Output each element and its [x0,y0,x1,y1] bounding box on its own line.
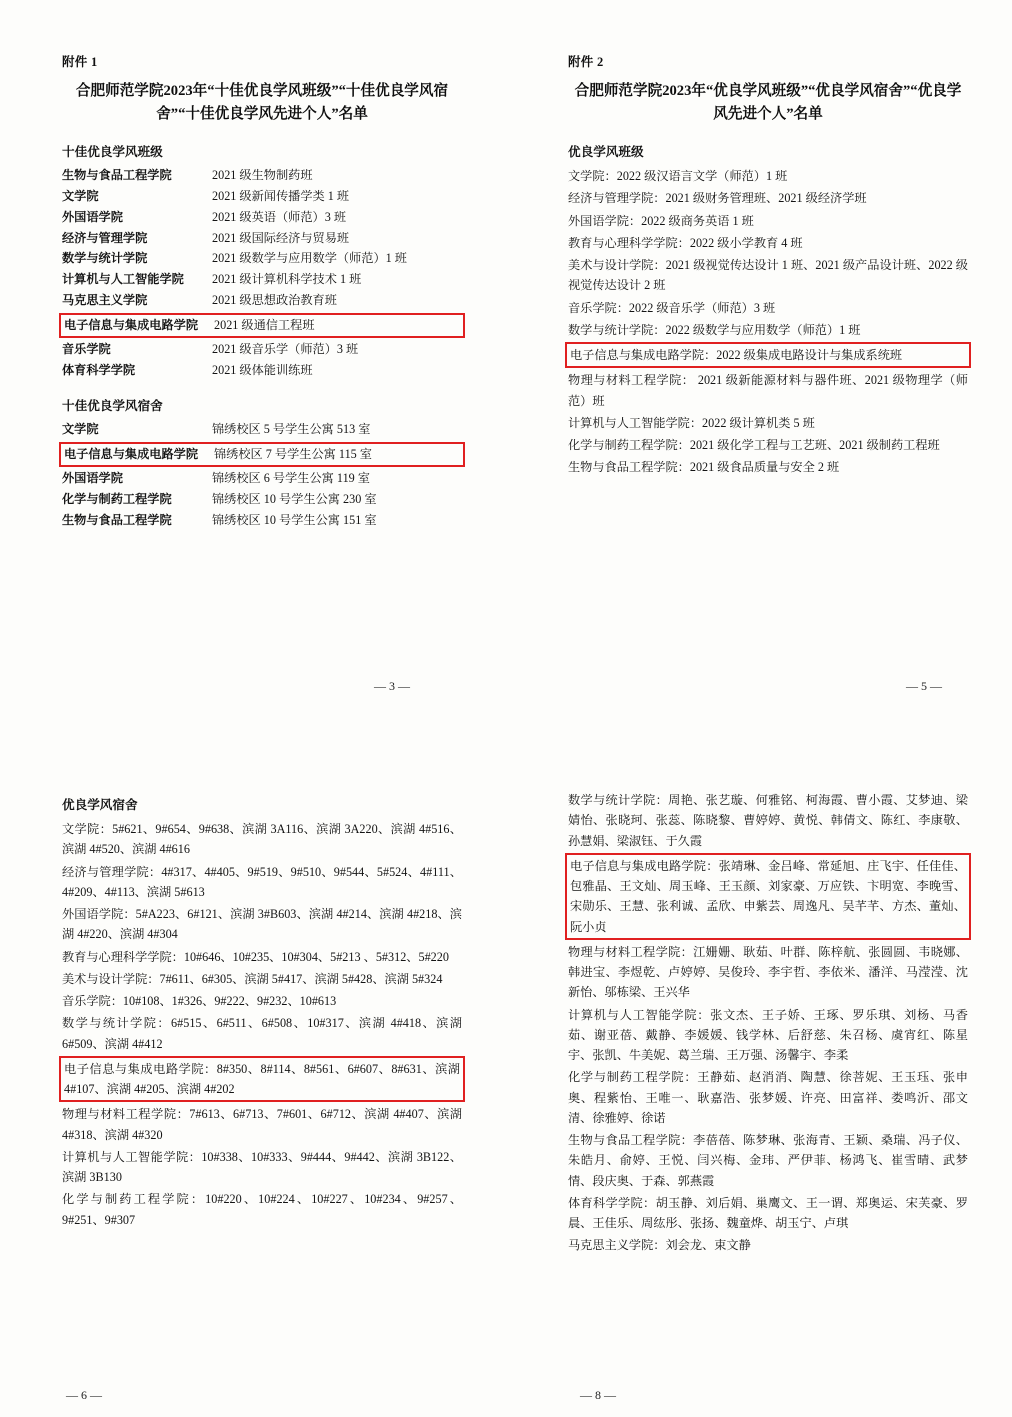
dept-name: 数学与统计学院 [62,251,148,266]
list-item: 生物与食品工程学院：李蓓蓓、陈梦琳、张海青、王颖、桑瑞、冯子仪、朱皓月、俞婷、王悦、闫兴梅、金玮、严伊菲、杨鸿飞、崔雪晴、武梦情、段庆奥、于森、郭燕霞 [568,1133,968,1188]
list-item: 计算机与人工智能学院：张文杰、王子娇、王琢、罗乐琪、刘杨、马香茹、谢亚蓓、戴静、李媛媛、钱学林、后舒慈、朱召杨、虞宵红、陈星宇、张凯、牛美妮、葛兰瑞、王万强、汤馨宇、李柔 [568,1007,968,1062]
list-item-highlighted: 电子信息与集成电路学院：张靖琳、金吕峰、常延旭、庄飞宇、任佳佳、包雅晶、王文灿、周玉峰、王玉颜、刘家豪、万应铁、卞明宽、李晚雪、宋勋乐、王慧、张利诚、孟欣、申紫芸、周逸凡、吴芊芊、方杰、董灿、阮小贞 [565,853,971,940]
list-item [62,420,462,440]
dept-value: 2021 级体能训练班 [212,363,313,378]
dept-name: 生物与食品工程学院 [62,512,172,527]
page-title: 合肥师范学院2023年“十佳优良学风班级”“十佳优良学风宿舍”“十佳优良学风先进个人”名单 [75,83,449,122]
list-item: 外国语学院：5#A223、6#121、滨湖 3#B603、滨湖 4#214、滨湖 4#218、滨湖 4#220、滨湖 4#304 [62,907,462,942]
list-item [62,291,462,311]
list-item [62,511,462,531]
list-item: 教育与心理科学学院：2022 级小学教育 4 班 [568,235,803,250]
attachment-label: 附件 1 [62,55,98,69]
list-item: 数学与统计学院：2022 级数学与应用数学（师范）1 班 [568,322,861,337]
list-item-highlighted: 电子信息与集成电路学院：2022 级集成电路设计与集成系统班 [565,342,971,368]
dept-name: 体育科学学院 [62,363,136,378]
list-item: 物理与材料工程学院：7#613、6#713、7#601、6#712、滨湖 4#407、滨湖 4#318、滨湖 4#320 [62,1107,462,1142]
list-item: 物理与材料工程学院： 2021 级新能源材料与器件班、2021 级物理学（师范）班 [568,373,968,408]
dept-value: 锦绣校区 7 号学生公寓 115 室 [214,446,372,461]
page-number: — 8 — [580,1388,616,1402]
list-item [62,208,462,228]
list-item: 文学院：5#621、9#654、9#638、滨湖 3A116、滨湖 3A220、滨湖 4#516、滨湖 4#520、滨湖 4#616 [62,822,462,857]
list-item [62,187,462,207]
dept-name: 外国语学院 [62,209,123,224]
list-item [62,340,462,360]
dept-value: 2021 级生物制药班 [212,168,313,183]
dept-value: 2021 级国际经济与贸易班 [212,230,350,245]
dept-value: 锦绣校区 10 号学生公寓 230 室 [212,492,377,507]
list-item: 计算机与人工智能学院：2022 级计算机类 5 班 [568,415,815,430]
dept-name: 计算机与人工智能学院 [62,272,184,287]
section-heading-dorms: 十佳优良学风宿舍 [62,398,163,413]
list-item: 化学与制药工程学院：10#220、10#224、10#227、10#234、9#257、9#251、9#307 [62,1192,462,1227]
list-item: 音乐学院：2022 级音乐学（师范）3 班 [568,300,776,315]
list-item: 数学与统计学院：周艳、张艺璇、何雅铭、柯海霞、曹小霞、艾梦迪、梁婧怡、张晓珂、张蕊、陈晓黎、曹婷婷、黄悦、韩倩文、陈红、李康敬、孙慧娟、梁淑钰、于久霞 [568,793,968,848]
list-item: 教育与心理科学学院：10#646、10#235、10#304、5#213 、5#312、5#220 [62,949,449,964]
section-heading-classes: 优良学风班级 [568,145,644,160]
list-item: 文学院：2022 级汉语言文学（师范）1 班 [568,169,788,184]
list-item [62,490,462,510]
dept-name: 经济与管理学院 [62,230,148,245]
list-item [62,361,462,381]
section-heading-classes: 十佳优良学风班级 [62,145,163,160]
list-item: 外国语学院：2022 级商务英语 1 班 [568,213,754,228]
dept-name: 音乐学院 [62,342,111,357]
list-item: 马克思主义学院：刘会龙、束文静 [568,1238,751,1253]
dept-name: 文学院 [62,188,99,203]
list-item-highlighted [59,313,465,339]
list-item: 美术与设计学院：7#611、6#305、滨湖 5#417、滨湖 5#428、滨湖 5#324 [62,971,443,986]
document-page-3 [0,0,506,708]
dept-value: 2021 级新闻传播学类 1 班 [212,188,350,203]
document-page-6 [0,708,506,1417]
list-item: 化学与制药工程学院：2021 级化学工程与工艺班、2021 级制药工程班 [568,438,940,453]
list-item: 数学与统计学院：6#515、6#511、6#508、10#317、滨湖 4#418、滨湖 6#509、滨湖 4#412 [62,1016,462,1051]
list-item: 音乐学院：10#108、1#326、9#222、9#232、10#613 [62,994,337,1008]
page-number: — 6 — [66,1388,102,1402]
dept-name: 电子信息与集成电路学院 [64,317,199,332]
attachment-label: 附件 2 [568,55,604,69]
dept-value: 2021 级数学与应用数学（师范）1 班 [212,251,407,266]
dept-name: 马克思主义学院 [62,292,148,307]
dept-name: 化学与制药工程学院 [62,492,172,507]
dept-value: 锦绣校区 6 号学生公寓 119 室 [212,471,370,486]
dept-name: 外国语学院 [62,471,123,486]
list-item-highlighted: 电子信息与集成电路学院：8#350、8#114、8#561、6#607、8#631、滨湖 4#107、滨湖 4#205、滨湖 4#202 [59,1056,465,1103]
page-number: — 3 — [374,679,410,693]
dept-value: 锦绣校区 5 号学生公寓 513 室 [212,421,371,436]
list-item [62,270,462,290]
dept-value: 2021 级计算机科学技术 1 班 [212,272,362,287]
dept-value: 2021 级通信工程班 [214,317,315,332]
dept-value: 2021 级英语（师范）3 班 [212,209,347,224]
page-number: — 5 — [906,679,942,693]
dept-value: 锦绣校区 10 号学生公寓 151 室 [212,512,377,527]
list-item-highlighted [59,442,465,468]
document-page-5 [506,0,1012,708]
dept-value: 2021 级音乐学（师范）3 班 [212,342,359,357]
dept-name: 生物与食品工程学院 [62,168,172,183]
page-title: 合肥师范学院2023年“优良学风班级”“优良学风宿舍”“优良学风先进个人”名单 [574,83,962,122]
list-item [62,166,462,186]
list-item: 计算机与人工智能学院：10#338、10#333、9#444、9#442、滨湖 3B122、滨湖 3B130 [62,1149,462,1184]
dept-name: 文学院 [62,421,99,436]
list-item: 生物与食品工程学院：2021 级食品质量与安全 2 班 [568,460,840,475]
dept-value: 2021 级思想政治教育班 [212,292,337,307]
list-item [62,469,462,489]
section-heading-dorms: 优良学风宿舍 [62,798,138,812]
dept-name: 电子信息与集成电路学院 [64,446,199,461]
list-item [62,249,462,269]
list-item: 美术与设计学院：2021 级视觉传达设计 1 班、2021 级产品设计班、2022 级视觉传达设计 2 班 [568,258,968,293]
list-item [62,229,462,249]
list-item: 经济与管理学院：4#317、4#405、9#519、9#510、9#544、5#524、4#111、4#209、4#113、滨湖 5#613 [62,864,462,899]
document-page-8 [506,708,1012,1417]
list-item: 经济与管理学院：2021 级财务管理班、2021 级经济学班 [568,191,867,206]
list-item: 物理与材料工程学院：江姗姗、耿茹、叶群、陈梓航、张圆圆、韦晓娜、韩进宝、李煜乾、卢婷婷、吴俊玲、李宇哲、李依米、潘洋、马滢滢、沈新怡、邬栋梁、王兴华 [568,944,968,1000]
list-item: 体育科学学院：胡玉静、刘后娟、巢鹰文、王一谓、郑奥运、宋芙豪、罗晨、王佳乐、周纮彤、张扬、魏童烨、胡玉宁、卢琪 [568,1195,968,1230]
list-item: 化学与制药工程学院：王静茹、赵消消、陶慧、徐菩妮、王玉珏、张申奥、程紫怡、王唯一、耿嘉浩、张梦媛、许亮、田富祥、娄鸣沂、邵文清、徐雅婷、徐诺 [568,1070,968,1125]
